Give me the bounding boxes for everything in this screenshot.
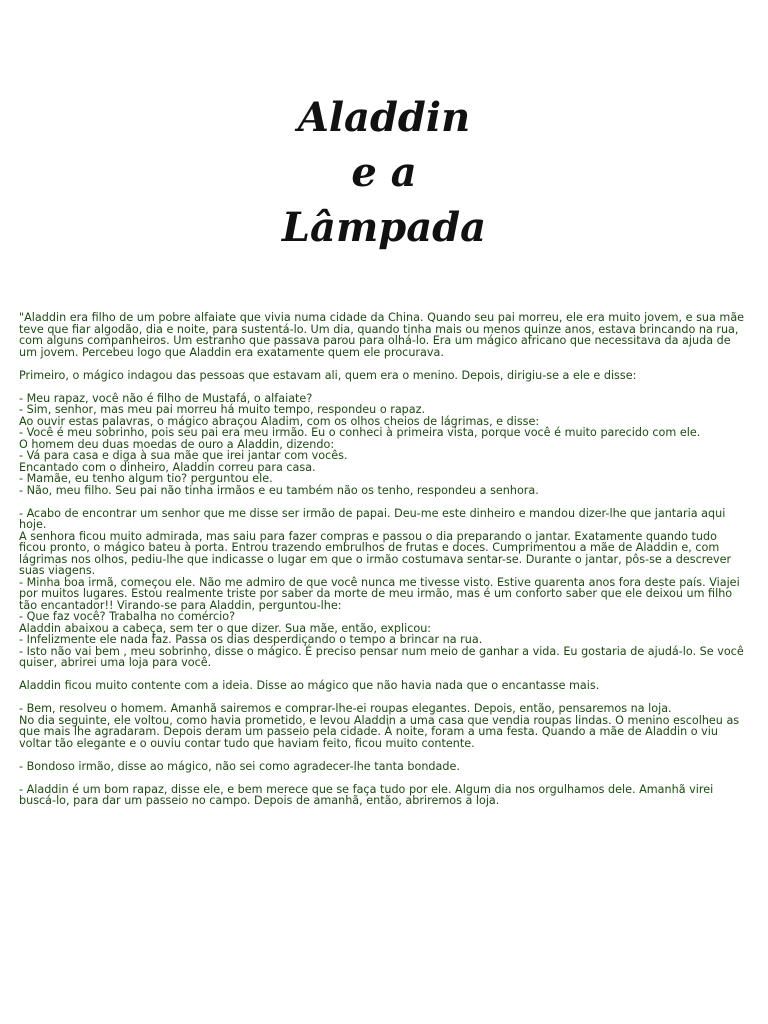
story-line: Encantado com o dinheiro, Aladdin correu para casa. xyxy=(19,460,316,474)
story-line: Aladdin ficou muito contente com a ideia. Disse ao mágico que não havia nada que o encantasse mais. xyxy=(19,679,600,692)
story-line: - Meu rapaz, você não é filho de Mustafá, o alfaiate? xyxy=(19,391,313,405)
story-paragraph xyxy=(19,680,747,692)
page-title xyxy=(0,90,768,255)
story-text xyxy=(19,312,747,818)
title-line-2: e a xyxy=(351,149,417,196)
story-paragraph xyxy=(19,312,747,358)
story-line: O homem deu duas moedas de ouro a Aladdin, dizendo: xyxy=(19,437,335,451)
story-paragraph xyxy=(19,703,747,749)
story-line: - Bem, resolveu o homem. Amanhã sairemos e comprar-lhe-ei roupas elegantes. Depois, então, pensaremos na loja. xyxy=(19,702,672,715)
story-paragraph xyxy=(19,393,747,497)
title-line-1: Aladdin xyxy=(297,94,471,141)
story-line: - Mamãe, eu tenho algum tio? perguntou ele. xyxy=(19,472,273,485)
story-line: - Isto não vai bem , meu sobrinho, disse o mágico. É preciso pensar num meio de ganhar a vida. Eu gostaria de ajudá-lo. Se você quiser, abrirei uma loja para você. xyxy=(19,644,744,669)
story-line: Aladdin abaixou a cabeça, sem ter o que dizer. Sua mãe, então, explicou: xyxy=(19,621,432,635)
story-line: Ao ouvir estas palavras, o mágico abraçou Aladim, com os olhos cheios de lágrimas, e disse: xyxy=(19,414,540,428)
story-line: - Bondoso irmão, disse ao mágico, não sei como agradecer-lhe tanta bondade. xyxy=(19,759,460,773)
story-paragraph xyxy=(19,784,747,807)
story-line: - Você é meu sobrinho, pois seu pai era meu irmão. Eu o conheci à primeira vista, porque você é muito parecido com ele. xyxy=(19,426,701,439)
story-line: - Sim, senhor, mas meu pai morreu há muito tempo, respondeu o rapaz. xyxy=(19,403,426,416)
story-line: Primeiro, o mágico indagou das pessoas que estavam ali, quem era o menino. Depois, dirigiu-se a ele e disse: xyxy=(19,368,637,382)
title-line-3: Lâmpada xyxy=(281,204,487,251)
story-line: A senhora ficou muito admirada, mas saiu para fazer compras e passou o dia preparando o jantar. Exatamente quando tudo ficou pronto, o mágico bateu à porta. Entrou trazendo embrulhos de frutas e doces. Cumprimentou a mãe de Aladdin e, com lágrimas nos olhos, pediu-lhe que indicasse o lugar em que o irmão costumava sentar-se. Durante o jantar, pôs-se a descrever suas viagens. xyxy=(19,529,732,577)
story-line: - Aladdin é um bom rapaz, disse ele, e bem merece que se faça tudo por ele. Algum dia nos orgulhamos dele. Amanhã virei buscá-lo, para dar um passeio no campo. Depois de amanhã, então, abriremos a loja. xyxy=(19,782,714,807)
story-line: - Acabo de encontrar um senhor que me disse ser irmão de papai. Deu-me este dinheiro e mandou dizer-lhe que jantaria aqui hoje. xyxy=(19,506,726,531)
story-line: - Minha boa irmã, começou ele. Não me admiro de que você nunca me tivesse visto. Estive quarenta anos fora deste país. Viajei por muitos lugares. Estou realmente triste por saber da morte de meu irmão, mas é um conforto saber que ele deixou um filho tão encantador!! Virando-se para Aladdin, perguntou-lhe: xyxy=(19,575,740,612)
story-paragraph xyxy=(19,508,747,669)
story-paragraph xyxy=(19,370,747,382)
story-paragraph xyxy=(19,761,747,773)
story-line: "Aladdin era filho de um pobre alfaiate que vivia numa cidade da China. Quando seu pai morreu, ele era muito jovem, e sua mãe teve que fiar algodão, dia e noite, para sustentá-lo. Um dia, quando tinha mais ou menos quinze anos, estava brincando na rua, com alguns companheiros. Um estranho que passava parou para olhá-lo. Era um mágico africano que necessitava da ajuda de um jovem. Percebeu logo que Aladdin era exatamente quem ele procurava. xyxy=(19,311,745,359)
story-line: - Que faz você? Trabalha no comércio? xyxy=(19,610,236,623)
story-line: - Infelizmente ele nada faz. Passa os dias desperdiçando o tempo a brincar na rua. xyxy=(19,633,483,646)
story-line: No dia seguinte, ele voltou, como havia prometido, e levou Aladdin a uma casa que vendia roupas lindas. O menino escolheu as que mais lhe agradaram. Depois deram um passeio pela cidade. À noite, foram a uma festa. Quando a mãe de Aladdin o viu voltar tão elegante e o ouviu contar tudo que haviam feito, ficou muito contente. xyxy=(19,713,740,750)
story-line: - Vá para casa e diga à sua mãe que irei jantar com vocês. xyxy=(19,449,348,462)
story-line: - Não, meu filho. Seu pai não tinha irmãos e eu também não os tenho, respondeu a senhora. xyxy=(19,483,539,497)
